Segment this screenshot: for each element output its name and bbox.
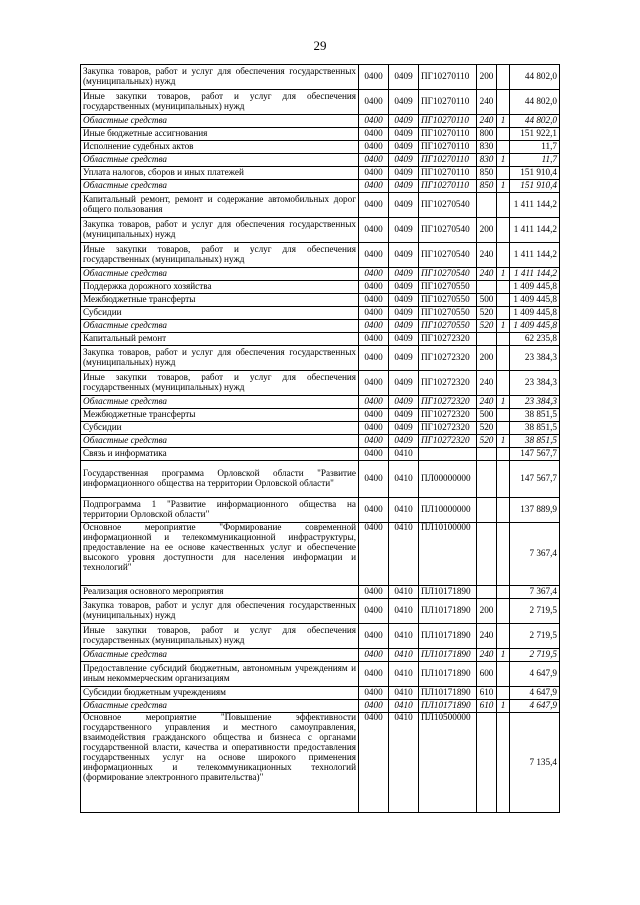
expense-type-cell: 240 (477, 243, 497, 268)
subsection-code-cell: 0410 (389, 599, 419, 624)
target-article-cell: ПЛ10171890 (419, 599, 477, 624)
expense-type-cell: 240 (477, 649, 497, 662)
funding-source-cell (497, 523, 510, 586)
expenditure-name-cell: Закупка товаров, работ и услуг для обеспечения государственных (муниципальных) нужд (81, 346, 359, 371)
funding-source-cell (497, 662, 510, 687)
amount-cell: 7 135,4 (510, 713, 560, 813)
expense-type-cell: 200 (477, 218, 497, 243)
table-row (81, 154, 560, 167)
expenditure-name-cell: Межбюджетные трансферты (81, 409, 359, 422)
expense-type-cell: 850 (477, 180, 497, 193)
expenditure-name-cell: Поддержка дорожного хозяйства (81, 281, 359, 294)
section-code-cell: 0400 (359, 115, 389, 128)
subsection-code-cell: 0409 (389, 128, 419, 141)
funding-source-cell (497, 128, 510, 141)
section-code-cell: 0400 (359, 320, 389, 333)
table-row (81, 649, 560, 662)
expenditure-name-cell: Областные средства (81, 268, 359, 281)
expenditure-name-cell: Областные средства (81, 435, 359, 448)
target-article-cell: ПГ10272320 (419, 396, 477, 409)
expenditure-name-cell: Областные средства (81, 396, 359, 409)
target-article-cell: ПЛ10171890 (419, 586, 477, 599)
expenditure-name-cell: Межбюджетные трансферты (81, 294, 359, 307)
expense-type-cell (477, 448, 497, 461)
expense-type-cell (477, 586, 497, 599)
target-article-cell: ПГ10272320 (419, 409, 477, 422)
subsection-code-cell: 0410 (389, 523, 419, 586)
section-code-cell: 0400 (359, 65, 389, 90)
expense-type-cell (477, 333, 497, 346)
funding-source-cell (497, 90, 510, 115)
section-code-cell: 0400 (359, 294, 389, 307)
expense-type-cell (477, 498, 497, 523)
expenditure-name-cell: Иные бюджетные ассигнования (81, 128, 359, 141)
table-row (81, 498, 560, 523)
subsection-code-cell: 0409 (389, 115, 419, 128)
subsection-code-cell: 0410 (389, 461, 419, 498)
section-code-cell: 0400 (359, 523, 389, 586)
expenditure-name-cell: Субсидии (81, 307, 359, 320)
table-row (81, 281, 560, 294)
expenditure-name-cell: Предоставление субсидий бюджетным, автономным учреждениям и иным некоммерческим организациям (81, 662, 359, 687)
funding-source-cell (497, 409, 510, 422)
section-code-cell: 0400 (359, 218, 389, 243)
expense-type-cell: 500 (477, 294, 497, 307)
subsection-code-cell: 0409 (389, 281, 419, 294)
table-row (81, 180, 560, 193)
subsection-code-cell: 0409 (389, 243, 419, 268)
expenditure-name-cell: Исполнение судебных актов (81, 141, 359, 154)
table-row (81, 320, 560, 333)
budget-table (80, 64, 560, 813)
expense-type-cell: 200 (477, 65, 497, 90)
amount-cell: 23 384,3 (510, 371, 560, 396)
subsection-code-cell: 0409 (389, 307, 419, 320)
target-article-cell: ПГ10270110 (419, 167, 477, 180)
expense-type-cell: 240 (477, 371, 497, 396)
subsection-code-cell: 0409 (389, 294, 419, 307)
expenditure-name-cell: Уплата налогов, сборов и иных платежей (81, 167, 359, 180)
section-code-cell: 0400 (359, 624, 389, 649)
section-code-cell: 0400 (359, 307, 389, 320)
table-row (81, 167, 560, 180)
target-article-cell: ПГ10270110 (419, 115, 477, 128)
expense-type-cell: 830 (477, 154, 497, 167)
table-row (81, 396, 560, 409)
expense-type-cell (477, 193, 497, 218)
funding-source-cell (497, 281, 510, 294)
table-row (81, 448, 560, 461)
target-article-cell: ПГ10272320 (419, 333, 477, 346)
section-code-cell: 0400 (359, 599, 389, 624)
target-article-cell: ПГ10270110 (419, 141, 477, 154)
subsection-code-cell: 0409 (389, 141, 419, 154)
section-code-cell: 0400 (359, 700, 389, 713)
section-code-cell: 0400 (359, 243, 389, 268)
subsection-code-cell: 0409 (389, 154, 419, 167)
expenditure-name-cell: Иные закупки товаров, работ и услуг для обеспечения государственных (муниципальных) нужд (81, 90, 359, 115)
table-row (81, 333, 560, 346)
expense-type-cell: 200 (477, 599, 497, 624)
section-code-cell: 0400 (359, 409, 389, 422)
table-row (81, 346, 560, 371)
section-code-cell: 0400 (359, 448, 389, 461)
section-code-cell: 0400 (359, 662, 389, 687)
expense-type-cell (477, 523, 497, 586)
expenditure-name-cell: Государственная программа Орловской области "Развитие информационного общества на территории Орловской области" (81, 461, 359, 498)
table-row (81, 218, 560, 243)
funding-source-cell (497, 65, 510, 90)
expense-type-cell: 800 (477, 128, 497, 141)
section-code-cell: 0400 (359, 713, 389, 813)
table-row (81, 435, 560, 448)
expenditure-name-cell: Закупка товаров, работ и услуг для обеспечения государственных (муниципальных) нужд (81, 218, 359, 243)
funding-source-cell (497, 687, 510, 700)
expenditure-name-cell: Закупка товаров, работ и услуг для обеспечения государственных (муниципальных) нужд (81, 599, 359, 624)
subsection-code-cell: 0410 (389, 624, 419, 649)
table-row (81, 307, 560, 320)
table-row (81, 90, 560, 115)
table-row (81, 422, 560, 435)
subsection-code-cell: 0409 (389, 268, 419, 281)
amount-cell: 44 802,0 (510, 115, 560, 128)
amount-cell: 62 235,8 (510, 333, 560, 346)
expense-type-cell: 610 (477, 700, 497, 713)
target-article-cell: ПГ10270110 (419, 154, 477, 167)
amount-cell: 4 647,9 (510, 662, 560, 687)
section-code-cell: 0400 (359, 268, 389, 281)
amount-cell: 1 411 144,2 (510, 218, 560, 243)
subsection-code-cell: 0410 (389, 687, 419, 700)
table-row (81, 461, 560, 498)
table-row (81, 294, 560, 307)
target-article-cell: ПЛ10171890 (419, 649, 477, 662)
expenditure-name-cell: Подпрограмма 1 "Развитие информационного общества на территории Орловской области" (81, 498, 359, 523)
amount-cell: 38 851,5 (510, 422, 560, 435)
amount-cell: 7 367,4 (510, 523, 560, 586)
target-article-cell: ПГ10270550 (419, 294, 477, 307)
amount-cell: 151 922,1 (510, 128, 560, 141)
amount-cell: 44 802,0 (510, 65, 560, 90)
funding-source-cell (497, 448, 510, 461)
expense-type-cell (477, 713, 497, 813)
target-article-cell: ПГ10270550 (419, 307, 477, 320)
amount-cell: 23 384,3 (510, 346, 560, 371)
funding-source-cell (497, 422, 510, 435)
table-row (81, 599, 560, 624)
section-code-cell: 0400 (359, 396, 389, 409)
funding-source-cell: 1 (497, 435, 510, 448)
section-code-cell: 0400 (359, 180, 389, 193)
expense-type-cell (477, 281, 497, 294)
amount-cell: 44 802,0 (510, 90, 560, 115)
subsection-code-cell: 0409 (389, 371, 419, 396)
target-article-cell: ПГ10270110 (419, 180, 477, 193)
expenditure-name-cell: Реализация основного мероприятия (81, 586, 359, 599)
section-code-cell: 0400 (359, 435, 389, 448)
amount-cell: 1 409 445,8 (510, 320, 560, 333)
table-row (81, 687, 560, 700)
section-code-cell: 0400 (359, 90, 389, 115)
funding-source-cell (497, 333, 510, 346)
table-row (81, 662, 560, 687)
expenditure-name-cell: Капитальный ремонт, ремонт и содержание автомобильных дорог общего пользования (81, 193, 359, 218)
table-row (81, 193, 560, 218)
expense-type-cell (477, 461, 497, 498)
subsection-code-cell: 0409 (389, 396, 419, 409)
funding-source-cell (497, 294, 510, 307)
funding-source-cell (497, 624, 510, 649)
expenditure-name-cell: Областные средства (81, 320, 359, 333)
table-row (81, 243, 560, 268)
table-row (81, 115, 560, 128)
expense-type-cell: 240 (477, 396, 497, 409)
target-article-cell: ПГ10270540 (419, 243, 477, 268)
funding-source-cell (497, 243, 510, 268)
expense-type-cell: 240 (477, 90, 497, 115)
target-article-cell: ПЛ10100000 (419, 523, 477, 586)
expenditure-name-cell: Субсидии бюджетным учреждениям (81, 687, 359, 700)
amount-cell: 1 411 144,2 (510, 193, 560, 218)
subsection-code-cell: 0409 (389, 346, 419, 371)
amount-cell: 7 367,4 (510, 586, 560, 599)
subsection-code-cell: 0410 (389, 649, 419, 662)
amount-cell: 11,7 (510, 154, 560, 167)
section-code-cell: 0400 (359, 346, 389, 371)
amount-cell: 151 910,4 (510, 180, 560, 193)
subsection-code-cell: 0409 (389, 180, 419, 193)
target-article-cell: ПЛ10171890 (419, 662, 477, 687)
funding-source-cell (497, 193, 510, 218)
target-article-cell: ПЛ00000000 (419, 461, 477, 498)
expense-type-cell: 500 (477, 409, 497, 422)
subsection-code-cell: 0409 (389, 218, 419, 243)
target-article-cell: ПГ10272320 (419, 346, 477, 371)
subsection-code-cell: 0410 (389, 662, 419, 687)
funding-source-cell: 1 (497, 320, 510, 333)
target-article-cell: ПГ10270110 (419, 90, 477, 115)
amount-cell: 2 719,5 (510, 624, 560, 649)
subsection-code-cell: 0409 (389, 90, 419, 115)
funding-source-cell (497, 141, 510, 154)
table-row (81, 409, 560, 422)
expenditure-name-cell: Капитальный ремонт (81, 333, 359, 346)
table-row (81, 268, 560, 281)
target-article-cell: ПГ10270110 (419, 128, 477, 141)
subsection-code-cell: 0409 (389, 333, 419, 346)
target-article-cell: ПГ10272320 (419, 422, 477, 435)
section-code-cell: 0400 (359, 128, 389, 141)
section-code-cell: 0400 (359, 498, 389, 523)
target-article-cell: ПГ10270540 (419, 218, 477, 243)
amount-cell: 137 889,9 (510, 498, 560, 523)
amount-cell: 147 567,7 (510, 448, 560, 461)
subsection-code-cell: 0410 (389, 498, 419, 523)
amount-cell: 2 719,5 (510, 599, 560, 624)
amount-cell: 1 409 445,8 (510, 294, 560, 307)
subsection-code-cell: 0409 (389, 422, 419, 435)
table-row (81, 128, 560, 141)
expense-type-cell: 240 (477, 115, 497, 128)
expenditure-name-cell: Субсидии (81, 422, 359, 435)
funding-source-cell: 1 (497, 700, 510, 713)
expense-type-cell: 610 (477, 687, 497, 700)
expenditure-name-cell: Областные средства (81, 154, 359, 167)
subsection-code-cell: 0409 (389, 167, 419, 180)
expenditure-name-cell: Иные закупки товаров, работ и услуг для обеспечения государственных (муниципальных) нужд (81, 243, 359, 268)
section-code-cell: 0400 (359, 422, 389, 435)
funding-source-cell: 1 (497, 180, 510, 193)
target-article-cell: ПГ10272320 (419, 435, 477, 448)
section-code-cell: 0400 (359, 141, 389, 154)
funding-source-cell (497, 307, 510, 320)
table-row (81, 141, 560, 154)
amount-cell: 1 411 144,2 (510, 243, 560, 268)
subsection-code-cell: 0409 (389, 65, 419, 90)
funding-source-cell (497, 371, 510, 396)
target-article-cell: ПГ10270540 (419, 268, 477, 281)
table-row (81, 371, 560, 396)
section-code-cell: 0400 (359, 687, 389, 700)
target-article-cell: ПЛ10171890 (419, 624, 477, 649)
subsection-code-cell: 0409 (389, 320, 419, 333)
budget-table-body (81, 65, 560, 813)
amount-cell: 38 851,5 (510, 435, 560, 448)
amount-cell: 4 647,9 (510, 700, 560, 713)
expenditure-name-cell: Областные средства (81, 649, 359, 662)
expense-type-cell: 520 (477, 320, 497, 333)
table-row (81, 624, 560, 649)
target-article-cell: ПГ10270550 (419, 281, 477, 294)
expenditure-name-cell: Областные средства (81, 115, 359, 128)
target-article-cell (419, 448, 477, 461)
target-article-cell: ПГ10270110 (419, 65, 477, 90)
target-article-cell: ПГ10270540 (419, 193, 477, 218)
target-article-cell: ПЛ10171890 (419, 700, 477, 713)
section-code-cell: 0400 (359, 167, 389, 180)
section-code-cell: 0400 (359, 193, 389, 218)
table-row (81, 586, 560, 599)
expense-type-cell: 240 (477, 624, 497, 649)
expenditure-name-cell: Областные средства (81, 700, 359, 713)
funding-source-cell: 1 (497, 649, 510, 662)
subsection-code-cell: 0409 (389, 193, 419, 218)
funding-source-cell (497, 461, 510, 498)
table-row (81, 65, 560, 90)
subsection-code-cell: 0410 (389, 700, 419, 713)
expense-type-cell: 240 (477, 268, 497, 281)
expenditure-name-cell: Основное мероприятие "Формирование современной информационной и телекоммуникационной инфраструктуры, предоставление на ее основе качественных услуг и обеспечение высокого уровня доступности для населения информации и технологий" (81, 523, 359, 586)
amount-cell: 151 910,4 (510, 167, 560, 180)
expense-type-cell: 520 (477, 435, 497, 448)
amount-cell: 147 567,7 (510, 461, 560, 498)
subsection-code-cell: 0410 (389, 713, 419, 813)
amount-cell: 2 719,5 (510, 649, 560, 662)
expenditure-name-cell: Областные средства (81, 180, 359, 193)
expense-type-cell: 850 (477, 167, 497, 180)
funding-source-cell (497, 599, 510, 624)
target-article-cell: ПГ10270550 (419, 320, 477, 333)
expense-type-cell: 830 (477, 141, 497, 154)
amount-cell: 11,7 (510, 141, 560, 154)
subsection-code-cell: 0410 (389, 586, 419, 599)
subsection-code-cell: 0410 (389, 448, 419, 461)
funding-source-cell: 1 (497, 396, 510, 409)
funding-source-cell (497, 218, 510, 243)
amount-cell: 4 647,9 (510, 687, 560, 700)
section-code-cell: 0400 (359, 371, 389, 396)
funding-source-cell (497, 346, 510, 371)
section-code-cell: 0400 (359, 281, 389, 294)
target-article-cell: ПЛ10500000 (419, 713, 477, 813)
target-article-cell: ПЛ10000000 (419, 498, 477, 523)
section-code-cell: 0400 (359, 461, 389, 498)
funding-source-cell: 1 (497, 154, 510, 167)
table-row (81, 523, 560, 586)
funding-source-cell (497, 586, 510, 599)
subsection-code-cell: 0409 (389, 409, 419, 422)
section-code-cell: 0400 (359, 649, 389, 662)
funding-source-cell (497, 167, 510, 180)
section-code-cell: 0400 (359, 154, 389, 167)
amount-cell: 1 409 445,8 (510, 307, 560, 320)
section-code-cell: 0400 (359, 333, 389, 346)
target-article-cell: ПЛ10171890 (419, 687, 477, 700)
subsection-code-cell: 0409 (389, 435, 419, 448)
funding-source-cell: 1 (497, 115, 510, 128)
amount-cell: 23 384,3 (510, 396, 560, 409)
funding-source-cell: 1 (497, 268, 510, 281)
expense-type-cell: 520 (477, 422, 497, 435)
table-row (81, 713, 560, 813)
funding-source-cell (497, 713, 510, 813)
section-code-cell: 0400 (359, 586, 389, 599)
expense-type-cell: 520 (477, 307, 497, 320)
expenditure-name-cell: Связь и информатика (81, 448, 359, 461)
amount-cell: 1 409 445,8 (510, 281, 560, 294)
table-row (81, 700, 560, 713)
amount-cell: 1 411 144,2 (510, 268, 560, 281)
amount-cell: 38 851,5 (510, 409, 560, 422)
target-article-cell: ПГ10272320 (419, 371, 477, 396)
expenditure-name-cell: Иные закупки товаров, работ и услуг для обеспечения государственных (муниципальных) нужд (81, 371, 359, 396)
expense-type-cell: 600 (477, 662, 497, 687)
expenditure-name-cell: Иные закупки товаров, работ и услуг для обеспечения государственных (муниципальных) нужд (81, 624, 359, 649)
expenditure-name-cell: Основное мероприятие "Повышение эффективности государственного управления и местного самоуправления, взаимодействия гражданского общества и бизнеса с органами государственной власти, качества и оперативности предоставления государственных услуг на основе широкого применения информационных и телекоммуникационных технологий (формирование электронного правительства)" (81, 713, 359, 813)
page-number: 29 (313, 38, 327, 53)
expense-type-cell: 200 (477, 346, 497, 371)
funding-source-cell (497, 498, 510, 523)
expenditure-name-cell: Закупка товаров, работ и услуг для обеспечения государственных (муниципальных) нужд (81, 65, 359, 90)
